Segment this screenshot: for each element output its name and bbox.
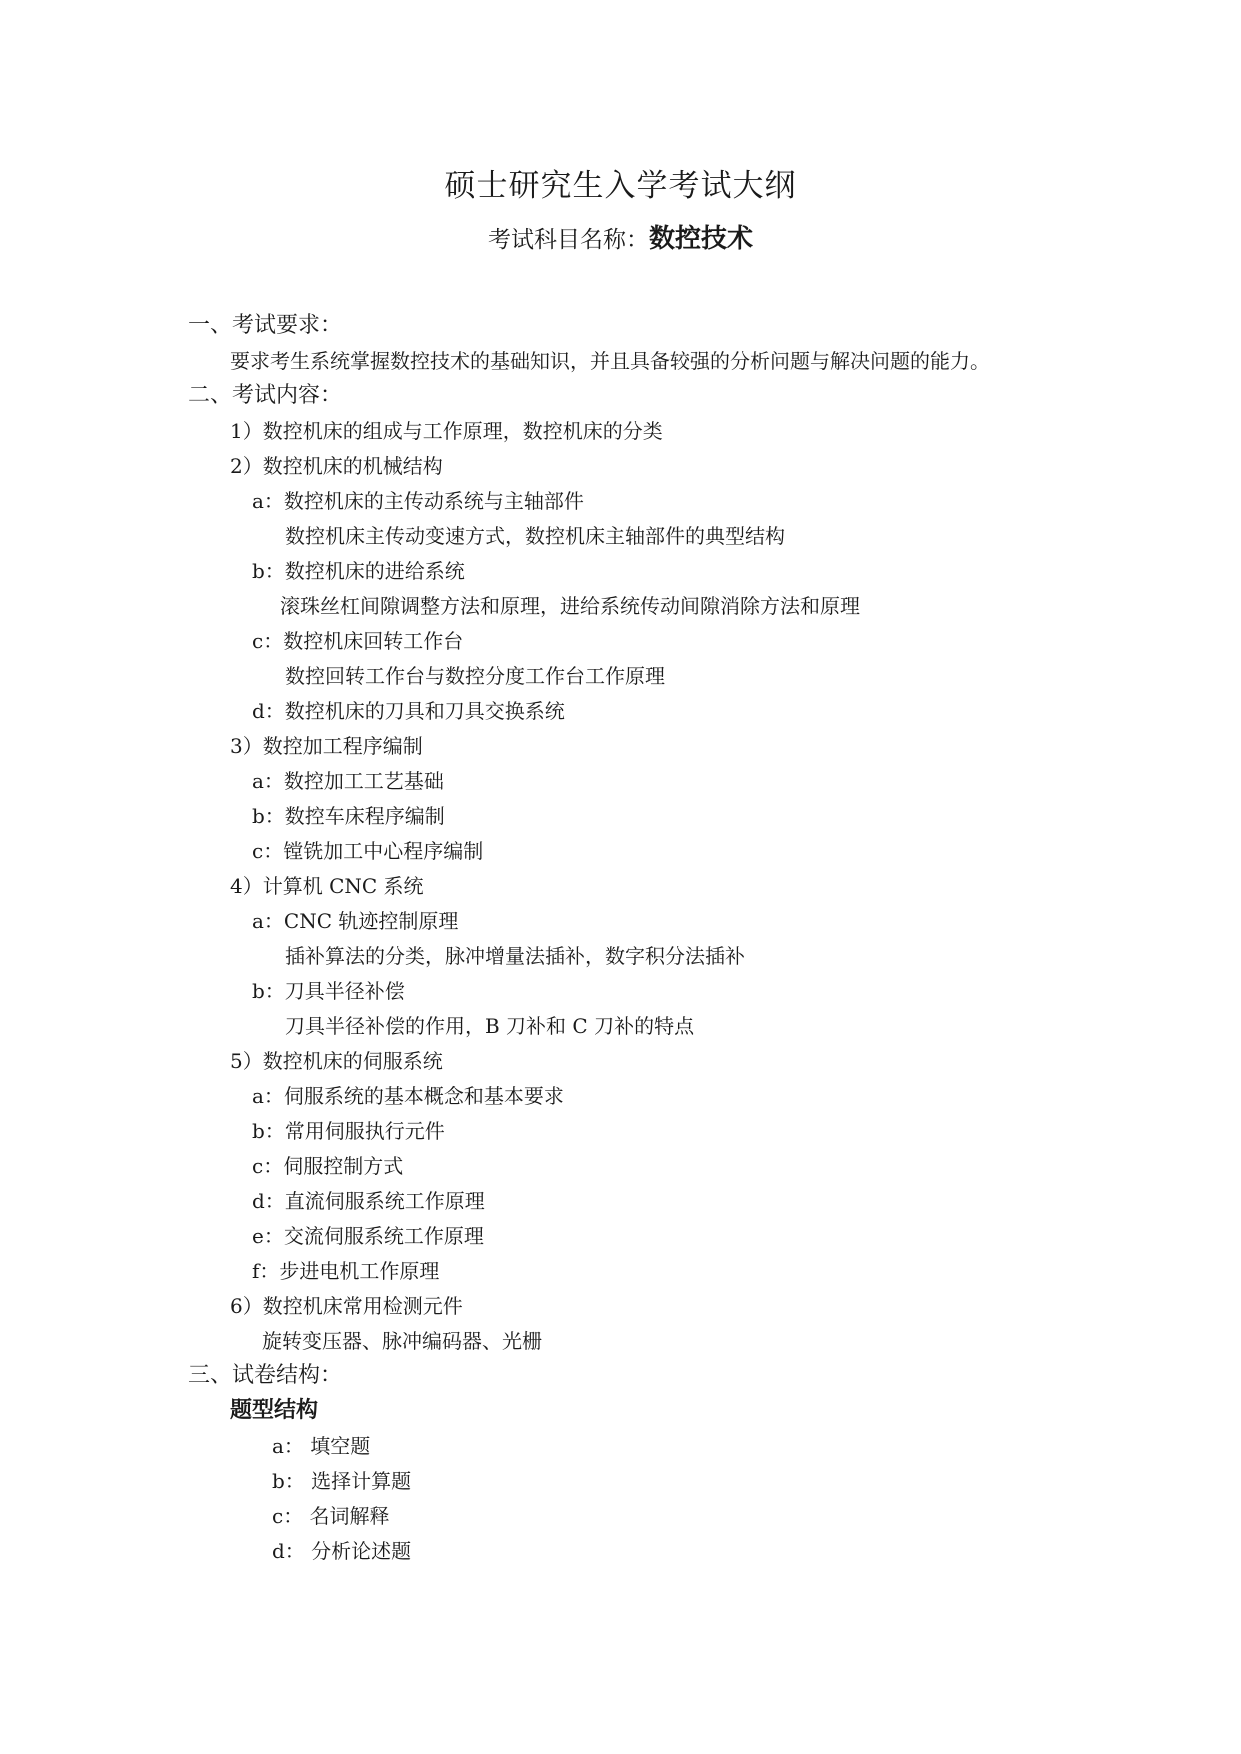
content-item-5d: d：直流伺服系统工作原理 [252, 1189, 485, 1213]
question-type-c: c： 名词解释 [272, 1504, 390, 1528]
content-item-5: 5）数控机床的伺服系统 [230, 1049, 443, 1073]
content-item-2a: a：数控机床的主传动系统与主轴部件 [252, 489, 584, 513]
question-type-b: b： 选择计算题 [272, 1469, 412, 1493]
question-type-a: a： 填空题 [272, 1434, 371, 1458]
content-item-3b: b：数控车床程序编制 [252, 804, 445, 828]
content-item-1: 1）数控机床的组成与工作原理，数控机床的分类 [230, 419, 663, 443]
content-item-4b-detail: 刀具半径补偿的作用，B 刀补和 C 刀补的特点 [285, 1014, 695, 1038]
content-item-5f: f：步进电机工作原理 [252, 1259, 440, 1283]
content-item-2c: c：数控机床回转工作台 [252, 629, 464, 653]
content-item-2d: d：数控机床的刀具和刀具交换系统 [252, 699, 565, 723]
section-heading-content: 二、考试内容： [188, 383, 343, 408]
content-item-4: 4）计算机 CNC 系统 [230, 874, 424, 898]
content-item-3c: c：镗铣加工中心程序编制 [252, 839, 484, 863]
content-item-4b: b：刀具半径补偿 [252, 979, 405, 1003]
content-item-3: 3）数控加工程序编制 [230, 734, 423, 758]
content-item-5a: a：伺服系统的基本概念和基本要求 [252, 1084, 564, 1108]
subject-label: 考试科目名称： [487, 227, 649, 253]
content-item-2b: b：数控机床的进给系统 [252, 559, 465, 583]
content-item-2c-detail: 数控回转工作台与数控分度工作台工作原理 [285, 664, 665, 688]
question-type-d: d： 分析论述题 [272, 1539, 412, 1563]
content-item-2a-detail: 数控机床主传动变速方式，数控机床主轴部件的典型结构 [285, 524, 785, 548]
content-item-6-detail: 旋转变压器、脉冲编码器、光栅 [262, 1329, 542, 1353]
subject-name: 数控技术 [648, 224, 753, 254]
requirements-text: 要求考生系统掌握数控技术的基础知识，并且具备较强的分析问题与解决问题的能力。 [230, 349, 990, 373]
section-heading-requirements: 一、考试要求： [188, 313, 343, 338]
content-item-4a-detail: 插补算法的分类，脉冲增量法插补，数字积分法插补 [285, 944, 745, 968]
content-item-2: 2）数控机床的机械结构 [230, 454, 443, 478]
content-item-2b-detail: 滚珠丝杠间隙调整方法和原理，进给系统传动间隙消除方法和原理 [280, 594, 860, 618]
question-types-heading: 题型结构 [230, 1398, 319, 1423]
content-item-3a: a：数控加工工艺基础 [252, 769, 444, 793]
document-title: 硕士研究生入学考试大纲 [444, 168, 797, 204]
content-item-5b: b：常用伺服执行元件 [252, 1119, 445, 1143]
subject-line [0, 218, 1241, 255]
content-item-4a: a：CNC 轨迹控制原理 [252, 909, 459, 933]
content-item-5e: e：交流伺服系统工作原理 [252, 1224, 484, 1248]
content-item-6: 6）数控机床常用检测元件 [230, 1294, 463, 1318]
content-item-5c: c：伺服控制方式 [252, 1154, 404, 1178]
section-heading-structure: 三、试卷结构： [188, 1363, 343, 1388]
